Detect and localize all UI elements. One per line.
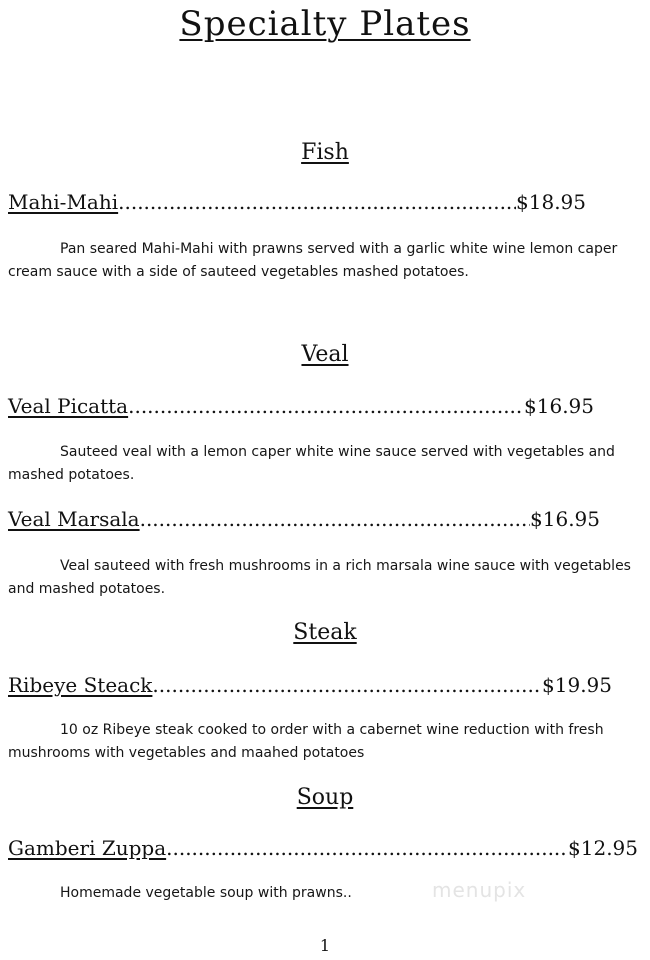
leader-dots [140,507,530,531]
leader-dots [152,673,542,697]
section-heading-fish: Fish [301,140,349,165]
item-name: Veal Picatta [8,394,129,418]
item-description: 10 oz Ribeye steak cooked to order with a cabernet wine reduction with fresh mushrooms with vegetables and maahed potatoes [8,722,604,761]
item-name: Ribeye Steack [8,673,153,697]
item-description: Pan seared Mahi-Mahi with prawns served with a garlic white wine lemon caper cream sauce with a side of sauteed vegetables mashed potatoes. [8,241,618,280]
section-heading-soup: Soup [296,785,354,810]
watermark-logo: menupix [432,878,527,902]
item-price: $12.95 [568,836,638,860]
page-number: 1 [319,936,331,955]
page-title: Specialty Plates [179,4,471,44]
menu-item-mahi-mahi [8,190,586,214]
item-description: Veal sauteed with fresh mushrooms in a rich marsala wine sauce with vegetables and mashed potatoes. [8,558,631,597]
leader-dots [128,394,524,418]
item-price: $16.95 [530,507,600,531]
menu-item-ribeye-steack [8,673,612,697]
menu-item-veal-picatta [8,394,594,418]
item-price: $19.95 [542,673,612,697]
section-heading-veal: Veal [301,342,349,367]
section-heading-steak: Steak [293,620,357,645]
item-name: Gamberi Zuppa [8,836,167,860]
menu-item-gamberi-zuppa [8,836,638,860]
menu-item-veal-marsala [8,507,600,531]
leader-dots [118,190,516,214]
item-description: Sauteed veal with a lemon caper white wine sauce served with vegetables and mashed potatoes. [8,444,615,483]
leader-dots [166,836,568,860]
item-description: Homemade vegetable soup with prawns.. [60,885,352,901]
item-name: Mahi-Mahi [8,190,119,214]
item-price: $18.95 [516,190,586,214]
item-name: Veal Marsala [8,507,140,531]
item-price: $16.95 [524,394,594,418]
